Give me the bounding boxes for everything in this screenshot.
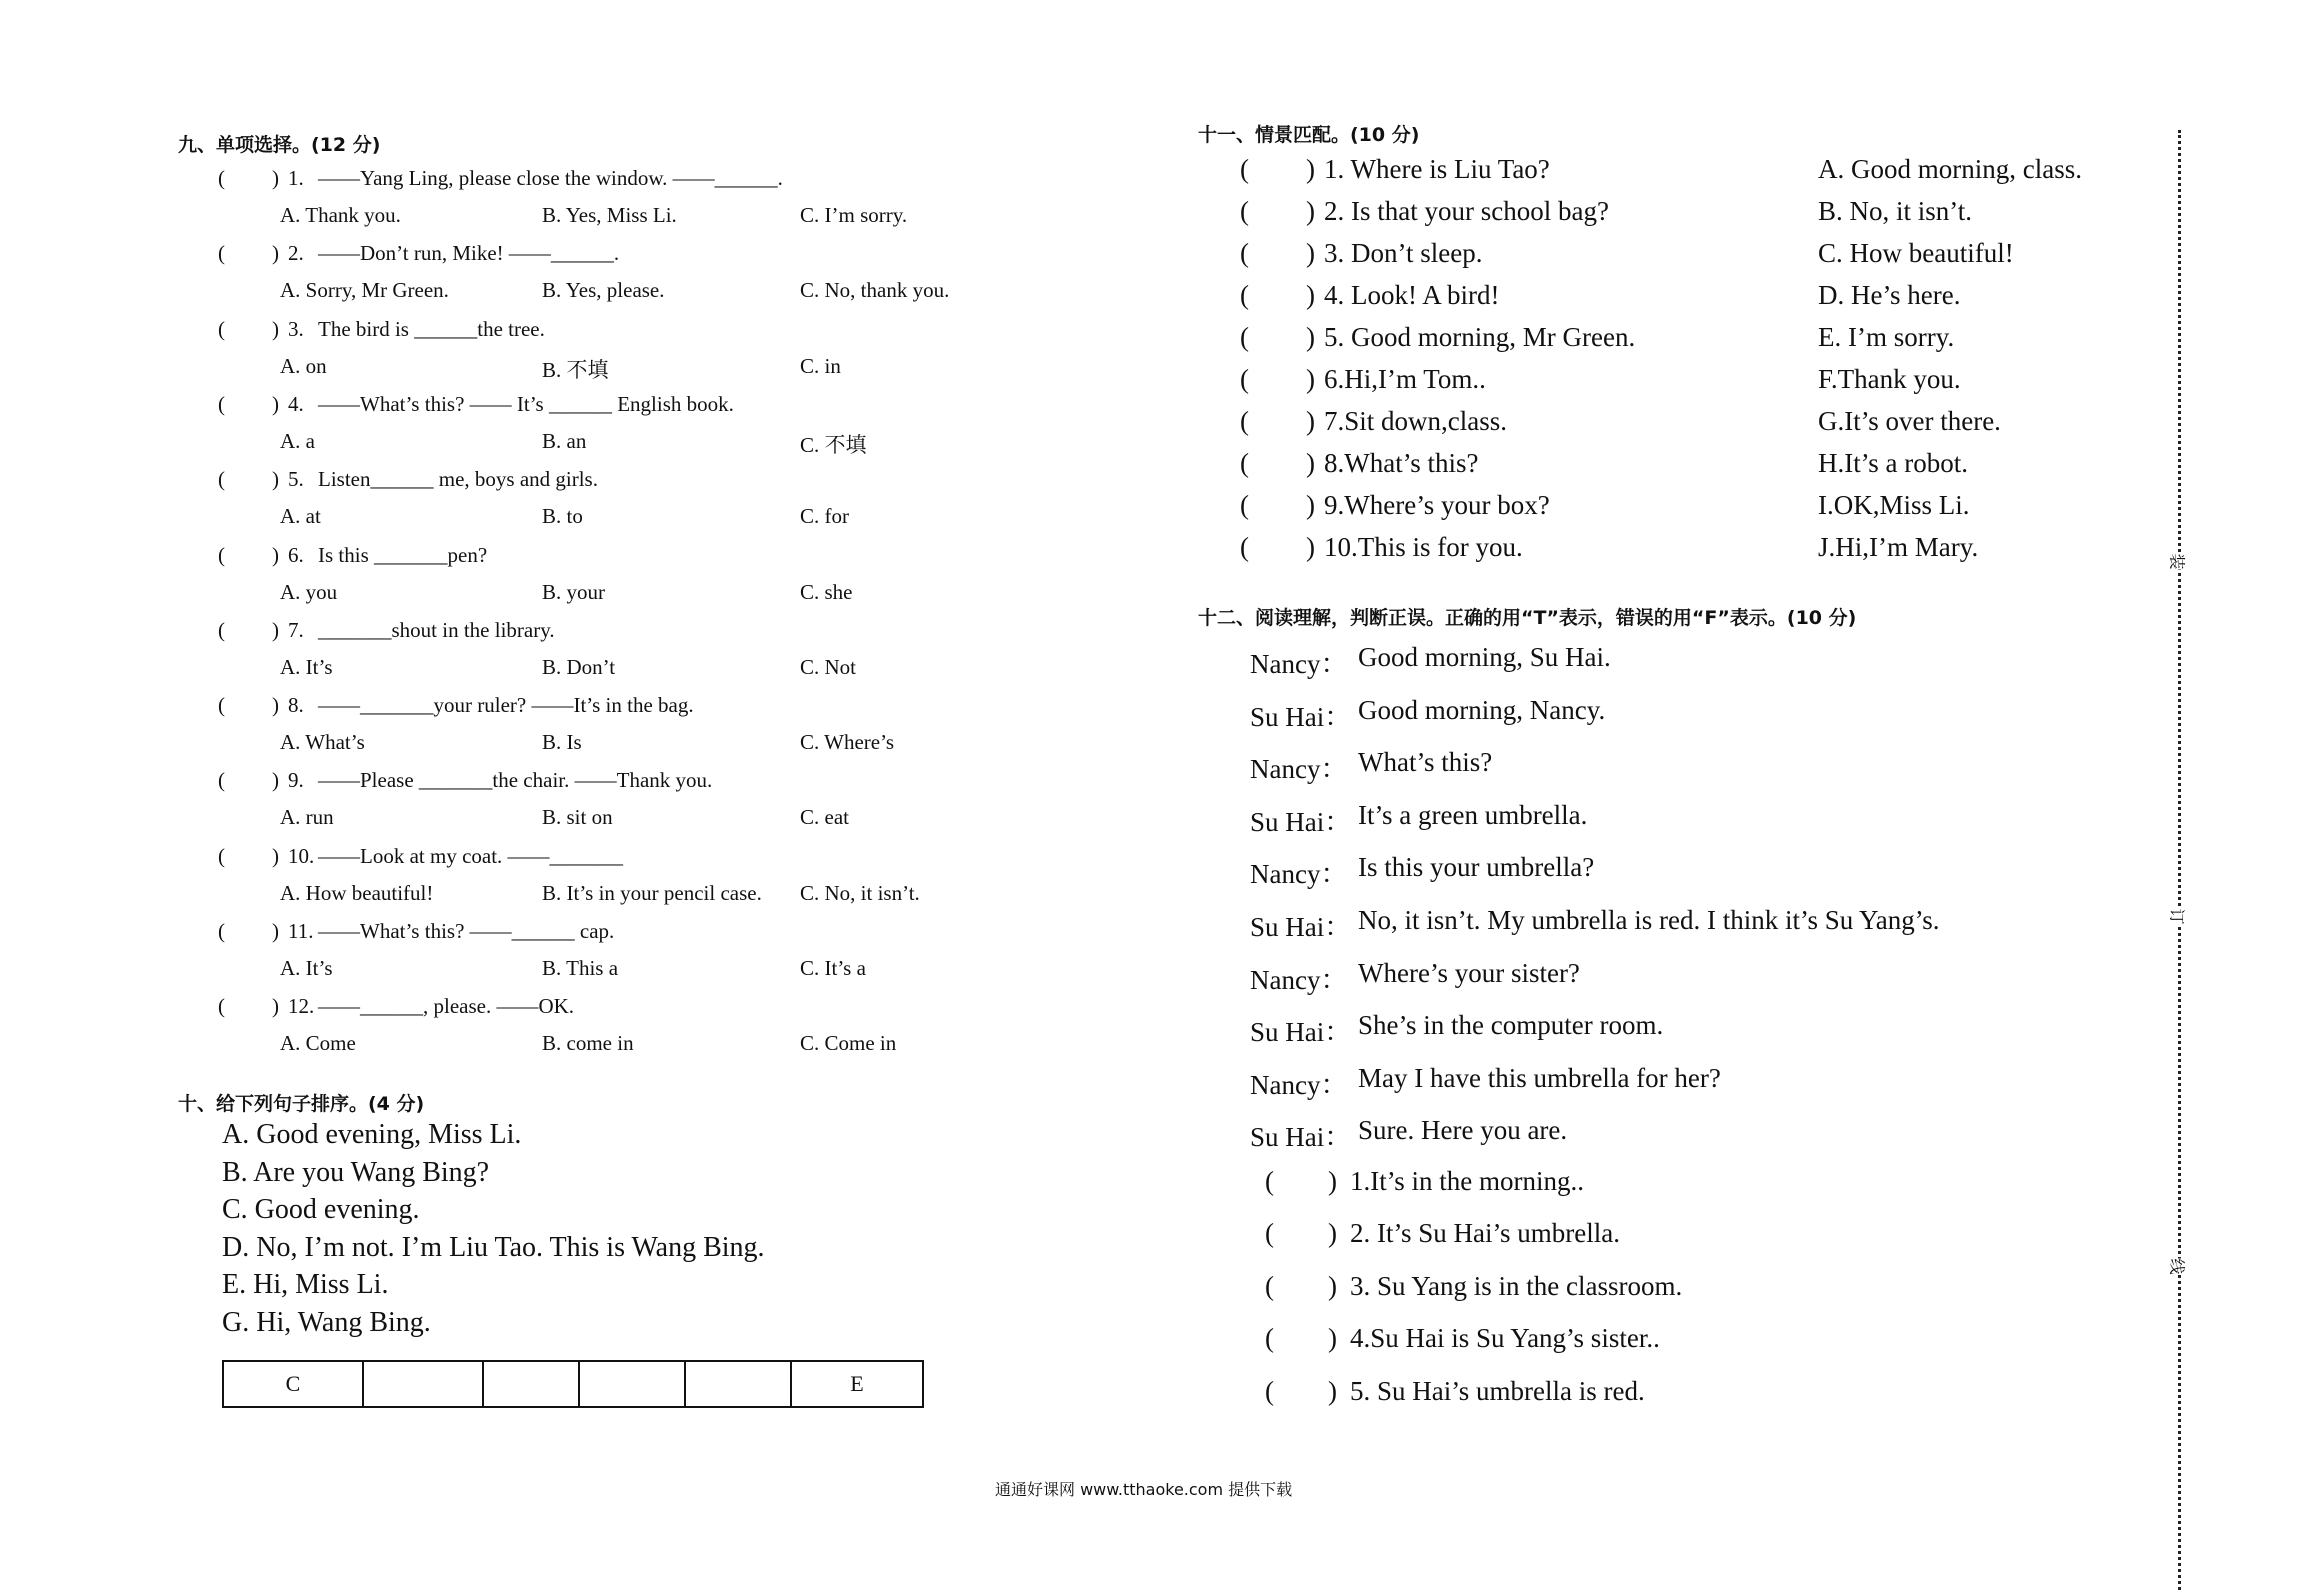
question-stem: Listen______ me, boys and girls. bbox=[318, 467, 598, 492]
answer-paren-open[interactable]: ( bbox=[1240, 196, 1249, 226]
dialogue-speaker: Su Hai： bbox=[1250, 1122, 1352, 1153]
dialogue-speaker: Nancy： bbox=[1250, 754, 1348, 785]
tf-paren-open[interactable]: ( bbox=[1265, 1375, 1274, 1406]
question-stem: ——What’s this? —— It’s ______ English book. bbox=[318, 391, 734, 416]
answer-paren-open[interactable]: ( bbox=[1240, 154, 1249, 184]
tf-paren-close: ) bbox=[1328, 1166, 1337, 1196]
option-b[interactable]: B. 不填 bbox=[542, 357, 609, 382]
answer-paren-close: ) bbox=[1306, 448, 1315, 478]
answer-paren-close: ) bbox=[1306, 196, 1315, 226]
option-a[interactable]: A. run bbox=[280, 805, 334, 830]
matching-question: 5. Good morning, Mr Green. bbox=[1324, 322, 1636, 352]
option-b[interactable]: B. come in bbox=[542, 1031, 634, 1056]
dialogue-line: What’s this? bbox=[1358, 747, 1493, 778]
option-a[interactable]: A. It’s bbox=[280, 654, 333, 679]
question-number: 11. bbox=[288, 919, 314, 943]
tf-paren-open[interactable]: ( bbox=[1265, 1323, 1274, 1354]
answer-paren-open[interactable]: ( bbox=[218, 542, 225, 567]
tf-paren-close: ) bbox=[1328, 1375, 1337, 1406]
tf-paren-close: ) bbox=[1328, 1218, 1337, 1249]
answer-paren-close: ) bbox=[1306, 406, 1315, 436]
question-number: 2. bbox=[288, 241, 304, 266]
dialogue-line: Where’s your sister? bbox=[1358, 957, 1580, 988]
section9-title: 九、单项选择。(12 分) bbox=[178, 134, 381, 156]
matching-answer: B. No, it isn’t. bbox=[1818, 196, 1973, 226]
ordering-sentence: D. No, I’m not. I’m Liu Tao. This is Wang Bing. bbox=[222, 1231, 765, 1263]
option-b[interactable]: B. an bbox=[542, 428, 587, 453]
question-number: 10. bbox=[288, 843, 315, 868]
tf-statement: 3. Su Yang is in the classroom. bbox=[1350, 1270, 1683, 1301]
matching-question: 10.This is for you. bbox=[1324, 532, 1523, 562]
answer-paren-open[interactable]: ( bbox=[218, 994, 225, 1019]
ordering-sentence: C. Good evening. bbox=[222, 1194, 420, 1226]
answer-paren-open[interactable]: ( bbox=[1240, 364, 1249, 394]
answer-cell-3[interactable] bbox=[483, 1361, 579, 1407]
answer-paren-close: ) bbox=[272, 617, 279, 642]
answer-paren-open[interactable]: ( bbox=[218, 768, 225, 793]
question-number: 6. bbox=[288, 542, 304, 567]
option-c[interactable]: C. in bbox=[800, 353, 841, 378]
option-a[interactable]: A. Come bbox=[280, 1031, 356, 1056]
question-stem: ——______, please. ——OK. bbox=[318, 994, 575, 1019]
tf-paren-open[interactable]: ( bbox=[1265, 1166, 1274, 1196]
matching-answer: G.It’s over there. bbox=[1818, 406, 2001, 436]
question-number: 9. bbox=[288, 768, 304, 793]
answer-paren-open[interactable]: ( bbox=[218, 241, 225, 266]
tf-paren-open[interactable]: ( bbox=[1265, 1270, 1274, 1301]
option-a[interactable]: A. on bbox=[280, 353, 327, 378]
dialogue-line: She’s in the computer room. bbox=[1358, 1010, 1664, 1041]
question-stem: ——Yang Ling, please close the window. ——______. bbox=[318, 166, 783, 190]
option-b[interactable]: B. your bbox=[542, 579, 605, 604]
answer-paren-close: ) bbox=[1306, 364, 1315, 394]
answer-paren-open[interactable]: ( bbox=[1240, 322, 1249, 352]
answer-paren-close: ) bbox=[272, 391, 279, 416]
matching-question: 9.Where’s your box? bbox=[1324, 490, 1550, 520]
answer-paren-close: ) bbox=[272, 542, 279, 567]
answer-paren-open[interactable]: ( bbox=[218, 693, 225, 718]
answer-paren-open[interactable]: ( bbox=[218, 166, 225, 190]
option-b[interactable]: B. Yes, Miss Li. bbox=[542, 203, 677, 227]
dialogue-line: May I have this umbrella for her? bbox=[1358, 1062, 1721, 1093]
option-b[interactable]: B. to bbox=[542, 504, 583, 529]
binding-char-zhuang: 装 bbox=[2167, 553, 2190, 569]
option-c[interactable]: C. It’s a bbox=[800, 956, 866, 980]
dialogue-line: Good morning, Su Hai. bbox=[1358, 642, 1611, 672]
dialogue-line: Good morning, Nancy. bbox=[1358, 694, 1606, 725]
answer-cell-6[interactable]: E bbox=[791, 1361, 923, 1407]
question-number: 5. bbox=[288, 467, 304, 492]
question-stem: _______shout in the library. bbox=[318, 617, 555, 642]
question-number: 3. bbox=[288, 316, 304, 341]
ordering-sentence: E. Hi, Miss Li. bbox=[222, 1269, 389, 1301]
question-number: 12. bbox=[288, 994, 315, 1019]
question-stem: ——Please _______the chair. ——Thank you. bbox=[318, 768, 713, 793]
option-b[interactable]: B. It’s in your pencil case. bbox=[542, 880, 762, 905]
tf-statement: 5. Su Hai’s umbrella is red. bbox=[1350, 1375, 1645, 1406]
matching-answer: E. I’m sorry. bbox=[1818, 322, 1955, 352]
question-stem: ——Don’t run, Mike! ——______. bbox=[318, 241, 620, 266]
answer-paren-open[interactable]: ( bbox=[218, 843, 225, 868]
dialogue-speaker: Nancy： bbox=[1250, 964, 1348, 995]
option-a[interactable]: A. a bbox=[280, 428, 315, 453]
option-a[interactable]: A. you bbox=[280, 579, 338, 604]
answer-paren-close: ) bbox=[1306, 322, 1315, 352]
dialogue-speaker: Su Hai： bbox=[1250, 806, 1352, 837]
binding-char-ding: 订 bbox=[2167, 908, 2190, 924]
answer-paren-open[interactable]: ( bbox=[218, 617, 225, 642]
option-c[interactable]: C. No, it isn’t. bbox=[800, 880, 920, 905]
question-stem: ——What’s this? ——______ cap. bbox=[318, 919, 615, 943]
answer-paren-open[interactable]: ( bbox=[218, 467, 225, 492]
option-b[interactable]: B. Don’t bbox=[542, 654, 616, 679]
option-a[interactable]: A. How beautiful! bbox=[280, 880, 434, 905]
matching-question: 3. Don’t sleep. bbox=[1324, 238, 1483, 268]
tf-statement: 2. It’s Su Hai’s umbrella. bbox=[1350, 1218, 1620, 1249]
matching-question: 6.Hi,I’m Tom.. bbox=[1324, 364, 1486, 394]
dialogue-line: Sure. Here you are. bbox=[1358, 1115, 1568, 1146]
ordering-sentence: B. Are you Wang Bing? bbox=[222, 1156, 490, 1188]
dialogue-speaker: Nancy： bbox=[1250, 1069, 1348, 1100]
option-c[interactable]: C. I’m sorry. bbox=[800, 203, 908, 227]
tf-paren-open[interactable]: ( bbox=[1265, 1218, 1274, 1249]
option-c[interactable]: C. for bbox=[800, 504, 849, 529]
section12-title: 十二、阅读理解，判断正误。正确的用“T”表示，错误的用“F”表示。(10 分) bbox=[1198, 607, 1857, 629]
option-c[interactable]: C. Come in bbox=[800, 1031, 897, 1056]
matching-answer: J.Hi,I’m Mary. bbox=[1818, 532, 1979, 562]
matching-question: 1. Where is Liu Tao? bbox=[1324, 154, 1550, 184]
answer-paren-close: ) bbox=[1306, 490, 1315, 520]
matching-answer: H.It’s a robot. bbox=[1818, 448, 1968, 478]
question-number: 1. bbox=[288, 166, 304, 190]
section10-title: 十、给下列句子排序。(4 分) bbox=[178, 1093, 425, 1115]
answer-paren-close: ) bbox=[272, 843, 279, 868]
option-c[interactable]: C. Not bbox=[800, 654, 857, 679]
answer-paren-close: ) bbox=[272, 166, 279, 190]
question-number: 8. bbox=[288, 693, 304, 718]
answer-paren-close: ) bbox=[1306, 238, 1315, 268]
answer-paren-open[interactable]: ( bbox=[218, 316, 225, 341]
answer-paren-close: ) bbox=[272, 467, 279, 492]
answer-paren-close: ) bbox=[272, 316, 279, 341]
option-c[interactable]: C. 不填 bbox=[800, 432, 867, 457]
question-stem: ——_______your ruler? ——It’s in the bag. bbox=[318, 693, 694, 718]
option-b[interactable]: B. Yes, please. bbox=[542, 278, 665, 303]
option-a[interactable]: A. It’s bbox=[280, 956, 333, 980]
dialogue-speaker: Su Hai： bbox=[1250, 701, 1352, 732]
dialogue-line: No, it isn’t. My umbrella is red. I think it’s Su Yang’s. bbox=[1358, 905, 1940, 935]
question-stem: The bird is ______the tree. bbox=[318, 316, 545, 341]
dialogue-line: Is this your umbrella? bbox=[1358, 852, 1595, 883]
section11-title: 十一、情景匹配。(10 分) bbox=[1198, 124, 1420, 146]
question-number: 7. bbox=[288, 617, 304, 642]
question-stem: ——Look at my coat. ——_______ bbox=[318, 843, 624, 868]
answer-paren-close: ) bbox=[272, 693, 279, 718]
answer-paren-open[interactable]: ( bbox=[1240, 238, 1249, 268]
matching-answer: D. He’s here. bbox=[1818, 280, 1961, 310]
ordering-sentence: A. Good evening, Miss Li. bbox=[222, 1119, 522, 1150]
answer-paren-close: ) bbox=[1306, 532, 1315, 562]
matching-question: 4. Look! A bird! bbox=[1324, 280, 1500, 310]
answer-paren-close: ) bbox=[1306, 154, 1315, 184]
answer-paren-open[interactable]: ( bbox=[218, 391, 225, 416]
dialogue-speaker: Su Hai： bbox=[1250, 912, 1352, 942]
tf-paren-close: ) bbox=[1328, 1270, 1337, 1301]
option-c[interactable]: C. eat bbox=[800, 805, 849, 830]
answer-paren-close: ) bbox=[272, 768, 279, 793]
option-b[interactable]: B. This a bbox=[542, 956, 619, 980]
option-c[interactable]: C. Where’s bbox=[800, 730, 895, 755]
answer-paren-open[interactable]: ( bbox=[1240, 490, 1249, 520]
option-a[interactable]: A. at bbox=[280, 504, 321, 529]
answer-paren-close: ) bbox=[272, 994, 279, 1019]
footer-source: 通通好课网 www.tthaoke.com 提供下载 bbox=[995, 1480, 1293, 1499]
tf-paren-close: ) bbox=[1328, 1323, 1337, 1354]
matching-answer: A. Good morning, class. bbox=[1818, 154, 2082, 184]
matching-question: 8.What’s this? bbox=[1324, 448, 1479, 478]
question-number: 4. bbox=[288, 391, 304, 416]
matching-answer: I.OK,Miss Li. bbox=[1818, 490, 1970, 520]
answer-paren-open[interactable]: ( bbox=[1240, 448, 1249, 478]
dialogue-line: It’s a green umbrella. bbox=[1358, 799, 1588, 830]
ordering-sentence: G. Hi, Wang Bing. bbox=[222, 1307, 431, 1338]
option-a[interactable]: A. Sorry, Mr Green. bbox=[280, 278, 449, 303]
matching-answer: F.Thank you. bbox=[1818, 364, 1961, 394]
answer-paren-close: ) bbox=[1306, 280, 1315, 310]
binding-dotted-line bbox=[2178, 130, 2181, 1590]
answer-cell-2[interactable] bbox=[363, 1361, 483, 1407]
dialogue-speaker: Nancy： bbox=[1250, 649, 1348, 679]
answer-paren-open[interactable]: ( bbox=[218, 919, 225, 943]
tf-statement: 4.Su Hai is Su Yang’s sister.. bbox=[1350, 1323, 1660, 1354]
question-stem: Is this _______pen? bbox=[318, 542, 488, 567]
tf-statement: 1.It’s in the morning.. bbox=[1350, 1166, 1584, 1196]
option-b[interactable]: B. Is bbox=[542, 730, 582, 755]
answer-cell-1[interactable]: C bbox=[223, 1361, 363, 1407]
answer-paren-open[interactable]: ( bbox=[1240, 406, 1249, 436]
answer-paren-open[interactable]: ( bbox=[1240, 532, 1249, 562]
option-a[interactable]: A. Thank you. bbox=[280, 203, 401, 227]
option-c[interactable]: C. No, thank you. bbox=[800, 278, 950, 303]
answer-cell-4[interactable] bbox=[579, 1361, 685, 1407]
dialogue-speaker: Nancy： bbox=[1250, 859, 1348, 890]
answer-paren-close: ) bbox=[272, 919, 279, 943]
dialogue-speaker: Su Hai： bbox=[1250, 1017, 1352, 1048]
ordering-answer-table bbox=[222, 1360, 924, 1408]
answer-paren-open[interactable]: ( bbox=[1240, 280, 1249, 310]
matching-question: 2. Is that your school bag? bbox=[1324, 196, 1609, 226]
option-c[interactable]: C. she bbox=[800, 579, 853, 604]
option-b[interactable]: B. sit on bbox=[542, 805, 613, 830]
matching-answer: C. How beautiful! bbox=[1818, 238, 2014, 268]
answer-cell-5[interactable] bbox=[685, 1361, 791, 1407]
binding-char-xian: 线 bbox=[2167, 1258, 2190, 1274]
option-a[interactable]: A. What’s bbox=[280, 730, 365, 755]
answer-paren-close: ) bbox=[272, 241, 279, 266]
matching-question: 7.Sit down,class. bbox=[1324, 406, 1508, 436]
